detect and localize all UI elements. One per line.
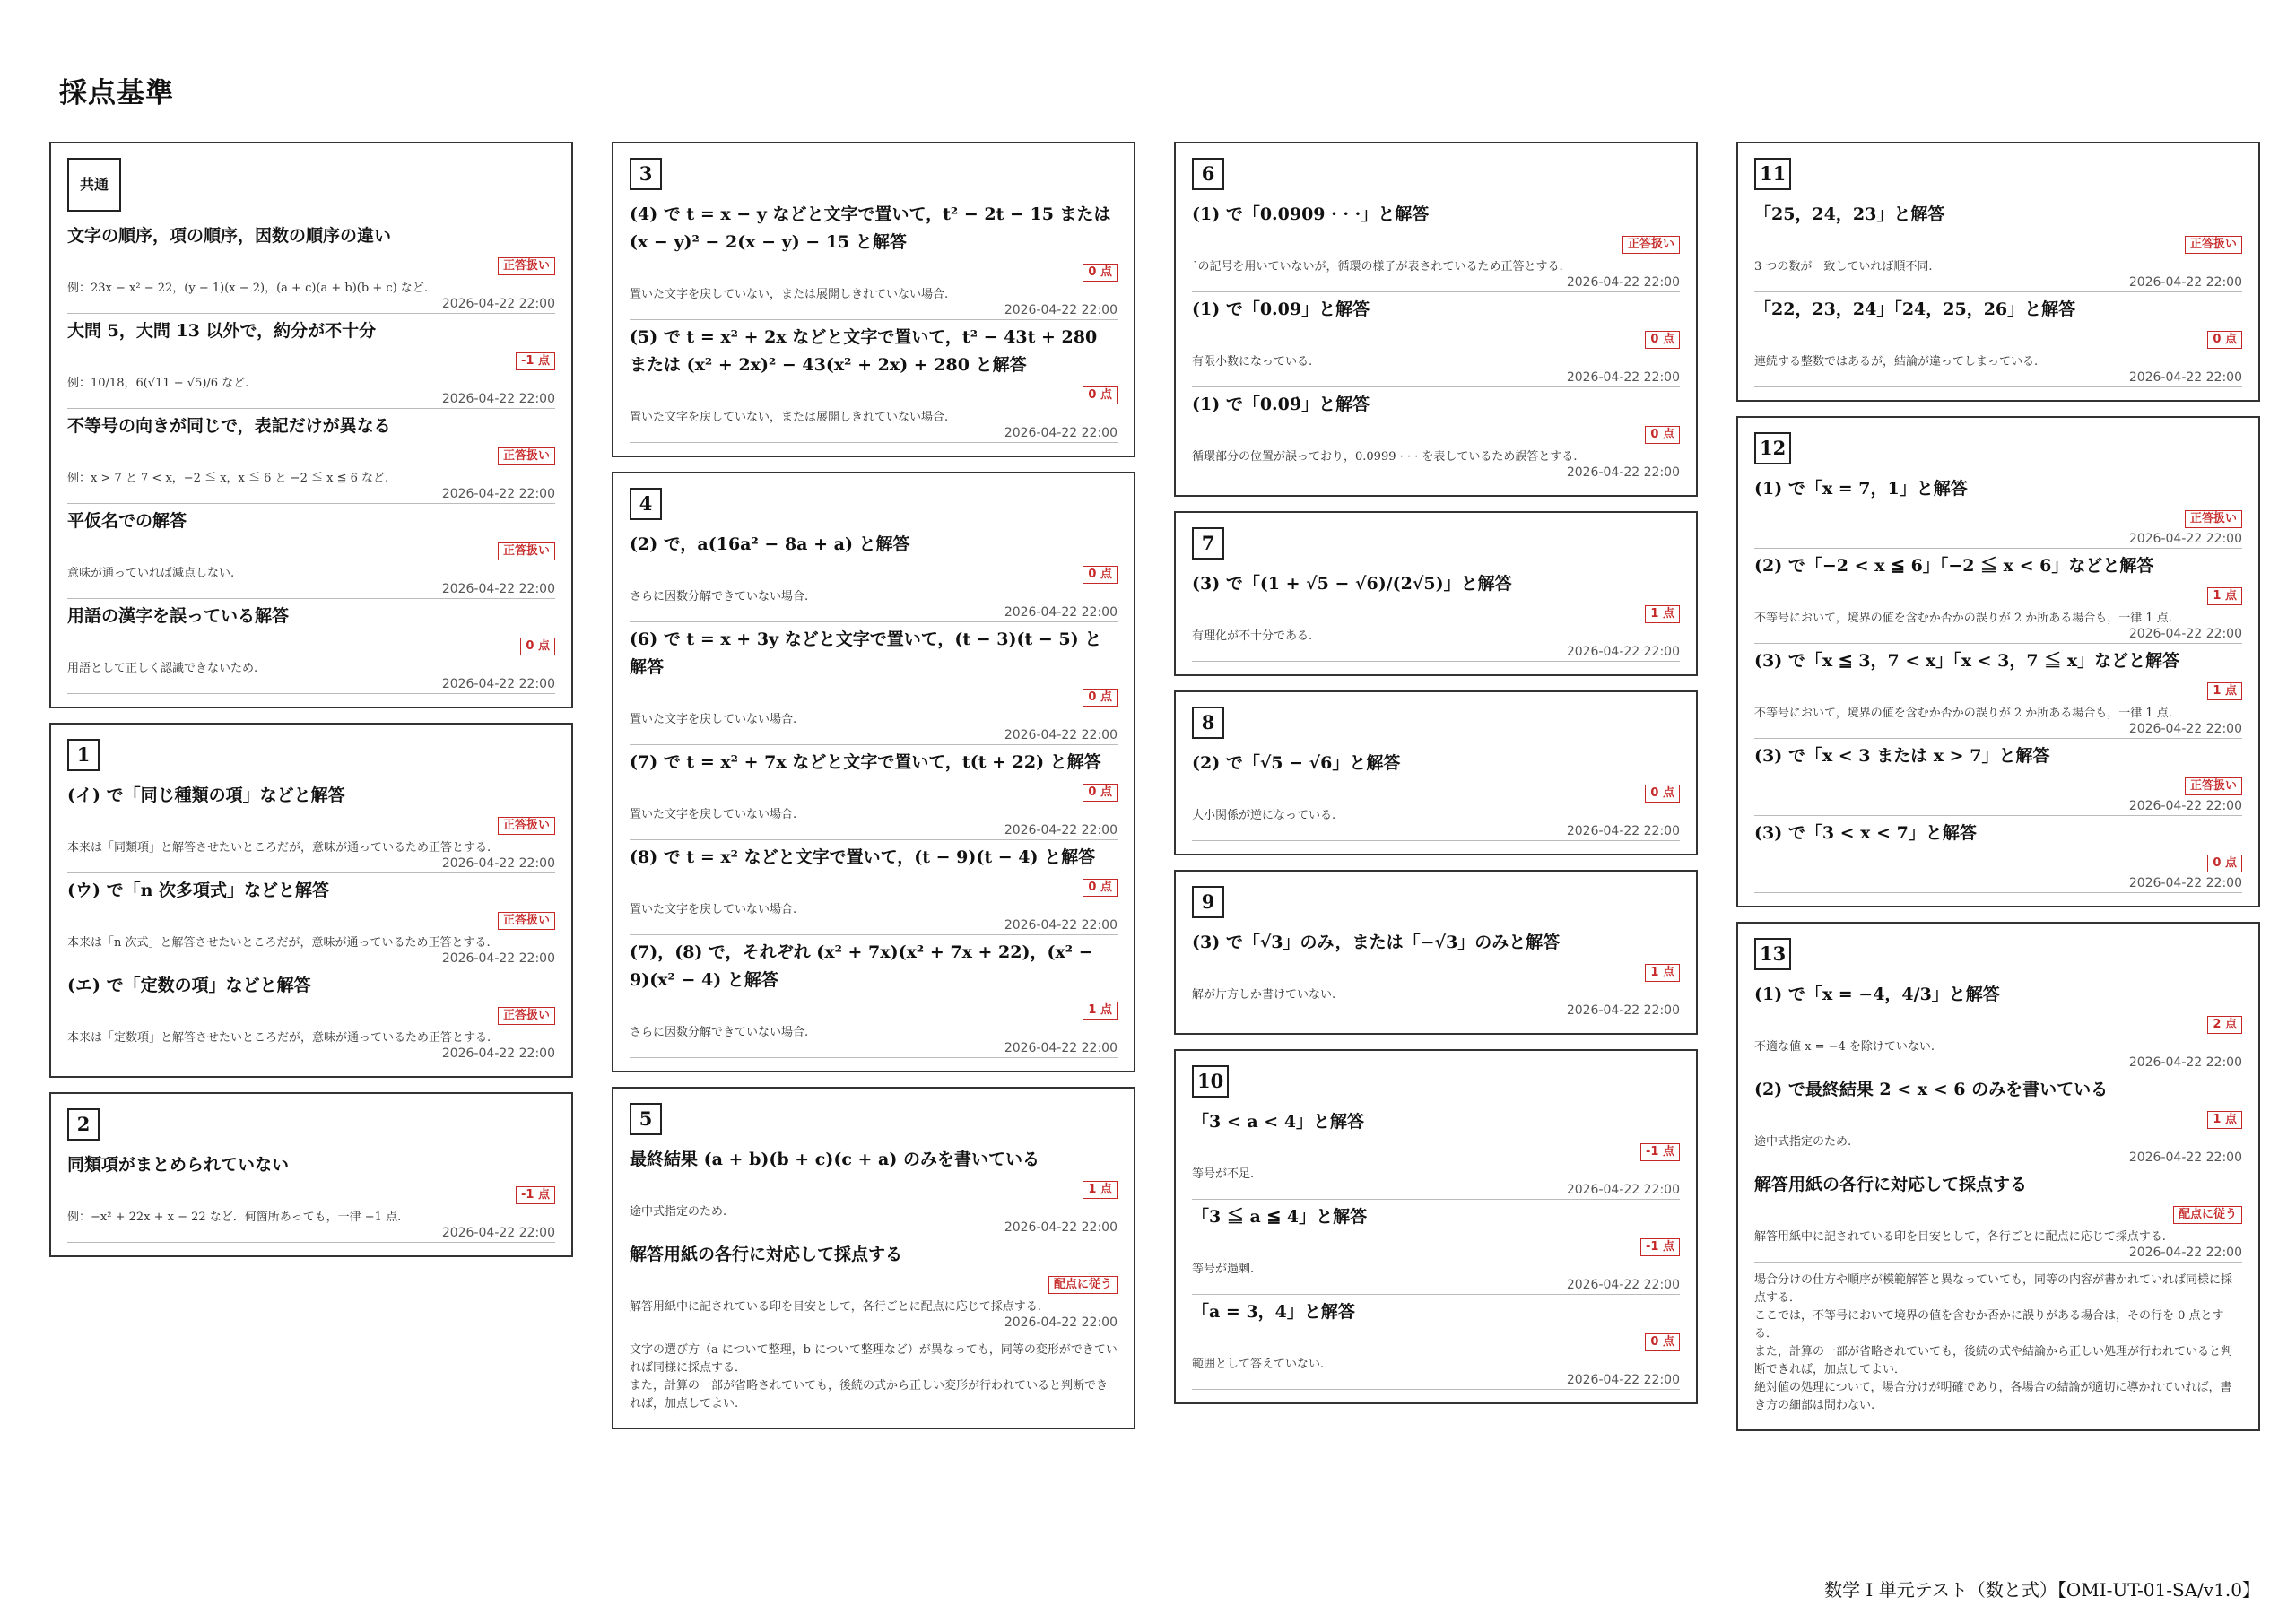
column-2 xyxy=(612,142,1135,1444)
entry-title: (1) で「x = −4，4/3」と解答 xyxy=(1754,985,2000,1004)
entry-note: 不適な値 x = −4 を除けていない. xyxy=(1754,1040,1935,1054)
timestamp: 2026-04-22 22:00 xyxy=(1192,645,1680,662)
score-badge: -1 点 xyxy=(1640,1238,1680,1256)
badge-row xyxy=(1754,1204,2242,1228)
score-badge: 1 点 xyxy=(1645,964,1680,982)
badge-row xyxy=(1192,603,1680,627)
criteria-entry xyxy=(630,1146,1118,1237)
criteria-box xyxy=(612,142,1135,457)
criteria-entry xyxy=(1192,1298,1680,1390)
column-1 xyxy=(49,142,573,1271)
timestamp: 2026-04-22 22:00 xyxy=(1754,1245,2242,1263)
entry-note: 連続する整数ではあるが，結論が違ってしまっている. xyxy=(1754,355,2039,369)
badge-row xyxy=(67,446,555,469)
badge-row xyxy=(630,262,1118,285)
timestamp: 2026-04-22 22:00 xyxy=(1754,1055,2242,1072)
timestamp: 2026-04-22 22:00 xyxy=(1192,1003,1680,1020)
timestamp: 2026-04-22 22:00 xyxy=(67,1226,555,1243)
criteria-box xyxy=(612,1087,1135,1429)
criteria-box xyxy=(1174,870,1698,1035)
score-badge: 正答扱い xyxy=(2185,236,2242,254)
badge-row xyxy=(1754,681,2242,704)
criteria-entry xyxy=(1754,201,2242,292)
criteria-box xyxy=(49,723,573,1078)
badge-row xyxy=(1192,424,1680,447)
entry-title: (3) で「√3」のみ，または「−√3」のみと解答 xyxy=(1192,933,1561,952)
timestamp: 2026-04-22 22:00 xyxy=(67,297,555,314)
criteria-entry xyxy=(1192,570,1680,662)
badge-row xyxy=(1754,853,2242,876)
entry-note: 解が片方しか書けていない. xyxy=(1192,988,1336,1002)
entry-title: 最終結果 (a + b)(b + c)(c + a) のみを書いている xyxy=(630,1150,1039,1169)
timestamp: 2026-04-22 22:00 xyxy=(1754,275,2242,292)
criteria-entry xyxy=(630,201,1118,320)
criteria-entry xyxy=(67,972,555,1063)
entry-note: 解答用紙中に記されている印を目安として，各行ごとに配点に応じて採点する. xyxy=(1754,1230,2166,1244)
timestamp: 2026-04-22 22:00 xyxy=(630,426,1118,443)
entry-title: (2) で最終結果 2 < x < 6 のみを書いている xyxy=(1754,1080,2109,1099)
score-badge: 2 点 xyxy=(2207,1016,2242,1034)
score-badge: 0 点 xyxy=(1645,1333,1680,1351)
criteria-entry xyxy=(1754,820,2242,893)
timestamp: 2026-04-22 22:00 xyxy=(630,1220,1118,1237)
entry-note: 等号が過剰. xyxy=(1192,1263,1255,1276)
badge-row xyxy=(67,910,555,933)
criteria-box xyxy=(49,1092,573,1257)
entry-title: (1) で「x = 7，1」と解答 xyxy=(1754,479,1968,499)
score-badge: 0 点 xyxy=(1083,689,1118,707)
timestamp: 2026-04-22 22:00 xyxy=(630,1041,1118,1058)
score-badge: -1 点 xyxy=(516,352,555,370)
page-title: 採点基準 xyxy=(59,77,174,109)
timestamp: 2026-04-22 22:00 xyxy=(630,303,1118,320)
criteria-box xyxy=(1174,690,1698,855)
criteria-box xyxy=(612,472,1135,1072)
entry-title: (2) で，a(16a² − 8a + a) と解答 xyxy=(630,534,910,554)
score-badge: 0 点 xyxy=(1083,386,1118,404)
criteria-entry xyxy=(67,412,555,504)
timestamp: 2026-04-22 22:00 xyxy=(630,823,1118,840)
badge-row xyxy=(1192,962,1680,985)
entry-note: 置いた文字を戻していない場合. xyxy=(630,903,797,916)
badge-row xyxy=(67,256,555,279)
score-badge: 正答扱い xyxy=(498,257,555,275)
badge-row xyxy=(630,1179,1118,1202)
problem-number: 6 xyxy=(1192,158,1224,190)
entry-note: 循環部分の位置が誤っており，0.0999 · · · を表しているため誤答とする. xyxy=(1192,450,1578,464)
score-badge: 1 点 xyxy=(1645,605,1680,623)
timestamp: 2026-04-22 22:00 xyxy=(1754,370,2242,387)
criteria-entry xyxy=(1754,1076,2242,1167)
timestamp: 2026-04-22 22:00 xyxy=(67,856,555,873)
entry-note: 不等号において，境界の値を含むか否かの誤りが 2 か所ある場合も，一律 1 点. xyxy=(1754,707,2172,720)
entry-title: (7) で t = x² + 7x などと文字で置いて，t(t + 22) と解答 xyxy=(630,752,1101,772)
problem-number: 2 xyxy=(67,1108,100,1141)
entry-note: 本来は「n 次式」と解答させたいところだが，意味が通っているため正答とする. xyxy=(67,936,491,950)
criteria-box xyxy=(49,142,573,708)
entry-title: (1) で「0.0909 · · ·」と解答 xyxy=(1192,204,1430,224)
entry-title: (3) で「3 < x < 7」と解答 xyxy=(1754,823,1977,843)
entry-title: (ウ) で「n 次多項式」などと解答 xyxy=(67,881,330,900)
problem-number: 1 xyxy=(67,739,100,771)
criteria-entry xyxy=(1192,201,1680,292)
entry-note: 例：10/18，6(√11 − √5)/6 など. xyxy=(67,377,249,390)
criteria-entry xyxy=(630,1241,1118,1332)
score-badge: 0 点 xyxy=(2207,855,2242,872)
entry-note: 等号が不足. xyxy=(1192,1167,1255,1181)
timestamp: 2026-04-22 22:00 xyxy=(1192,275,1680,292)
badge-row xyxy=(67,1005,555,1028)
badge-row xyxy=(1754,329,2242,352)
entry-title: (エ) で「定数の項」などと解答 xyxy=(67,976,311,995)
supplementary-note: 場合分けの仕方や順序が模範解答と異なっていても，同等の内容が書かれていれば同様に採点する． ここでは，不等号において境界の値を含むか否かに誤りがある場合は，その行を 0 点とする． また，計算の一部が省略されていても，後続の式や結論から正しい処理が行われていると判断できれば，加点してよい． 絶対値の処理について，場合分けが明確であり，各場合の結論が適切に導かれていれば，書き方の細部は問わない. xyxy=(1754,1273,2233,1412)
entry-title: 「3 ≦ a ≦ 4」と解答 xyxy=(1192,1207,1368,1227)
entry-note: さらに因数分解できていない場合. xyxy=(630,1026,809,1039)
badge-row xyxy=(1192,1141,1680,1165)
entry-title: 用語の漢字を誤っている解答 xyxy=(67,606,290,626)
entry-title: (1) で「0.09」と解答 xyxy=(1192,299,1370,319)
criteria-entry xyxy=(630,939,1118,1058)
entry-title: 文字の順序，項の順序，因数の順序の違い xyxy=(67,226,392,246)
entry-title: (3) で「(1 + √5 − √6)/(2√5)」と解答 xyxy=(1192,574,1512,594)
entry-title: (2) で「−2 < x ≦ 6」「−2 ≦ x < 6」などと解答 xyxy=(1754,556,2154,576)
problem-number: 共通 xyxy=(67,158,121,212)
entry-title: 「25，24，23」と解答 xyxy=(1754,204,1945,224)
score-badge: 正答扱い xyxy=(498,447,555,465)
criteria-entry xyxy=(1192,750,1680,841)
entry-title: (3) で「x ≦ 3，7 < x」「x < 3，7 ≦ x」などと解答 xyxy=(1754,651,2180,671)
badge-row xyxy=(630,877,1118,900)
badge-row xyxy=(67,541,555,564)
score-badge: 0 点 xyxy=(1083,264,1118,282)
criteria-entry xyxy=(1192,296,1680,387)
column-3 xyxy=(1174,142,1698,1419)
score-badge: 0 点 xyxy=(1083,784,1118,802)
criteria-entry xyxy=(630,324,1118,443)
entry-note: 意味が通っていれば減点しない. xyxy=(67,567,235,580)
entry-note: 本来は「定数項」と解答させたいところだが，意味が通っているため正答とする. xyxy=(67,1031,491,1045)
criteria-entry xyxy=(67,603,555,694)
entry-title: 解答用紙の各行に対応して採点する xyxy=(630,1245,903,1264)
score-badge: 0 点 xyxy=(2207,331,2242,349)
entry-note: 置いた文字を戻していない場合. xyxy=(630,713,797,726)
entry-title: 「a = 3，4」と解答 xyxy=(1192,1302,1355,1322)
score-badge: 正答扱い xyxy=(498,912,555,930)
entry-title: 「3 < a < 4」と解答 xyxy=(1192,1112,1365,1132)
badge-row xyxy=(67,636,555,659)
timestamp: 2026-04-22 22:00 xyxy=(1192,824,1680,841)
criteria-entry xyxy=(630,626,1118,745)
timestamp: 2026-04-22 22:00 xyxy=(630,918,1118,935)
criteria-entry xyxy=(1192,1108,1680,1200)
criteria-entry xyxy=(67,222,555,314)
criteria-box xyxy=(1174,1049,1698,1404)
badge-row xyxy=(1754,776,2242,799)
problem-number: 9 xyxy=(1192,886,1224,918)
criteria-box xyxy=(1174,142,1698,497)
entry-note: 途中式指定のため. xyxy=(630,1205,727,1219)
criteria-entry xyxy=(630,844,1118,935)
problem-number: 8 xyxy=(1192,707,1224,739)
criteria-entry xyxy=(67,1151,555,1243)
entry-title: 同類項がまとめられていない xyxy=(67,1155,290,1175)
badge-row xyxy=(1754,1014,2242,1037)
entry-note: 途中式指定のため. xyxy=(1754,1135,1852,1149)
badge-row xyxy=(630,687,1118,710)
criteria-entry xyxy=(630,749,1118,840)
problem-number: 10 xyxy=(1192,1065,1229,1098)
timestamp: 2026-04-22 22:00 xyxy=(1192,370,1680,387)
timestamp: 2026-04-22 22:00 xyxy=(1192,1278,1680,1295)
score-badge: 正答扱い xyxy=(498,1007,555,1025)
entry-title: (8) で t = x² などと文字で置いて，(t − 9)(t − 4) と解答 xyxy=(630,847,1096,867)
entry-note: 3 つの数が一致していれば順不同. xyxy=(1754,260,1933,273)
entry-title: 解答用紙の各行に対応して採点する xyxy=(1754,1175,2028,1194)
problem-number: 13 xyxy=(1754,938,1791,970)
score-badge: 配点に従う xyxy=(1048,1276,1118,1294)
entry-title: (4) で t = x − y などと文字で置いて，t² − 2t − 15 または (x − y)² − 2(x − y) − 15 と解答 xyxy=(630,204,1111,252)
entry-note: 置いた文字を戻していない，または展開しきれていない場合. xyxy=(630,411,949,424)
criteria-entry xyxy=(67,317,555,409)
entry-title: (1) で「0.09̇」と解答 xyxy=(1192,395,1370,414)
score-badge: -1 点 xyxy=(1640,1143,1680,1161)
badge-row xyxy=(630,1000,1118,1023)
score-badge: 0 点 xyxy=(1645,785,1680,803)
criteria-entry xyxy=(630,531,1118,622)
score-badge: 正答扱い xyxy=(1622,236,1680,254)
timestamp: 2026-04-22 22:00 xyxy=(1192,1373,1680,1390)
timestamp: 2026-04-22 22:00 xyxy=(1754,876,2242,893)
criteria-box xyxy=(1736,142,2260,402)
entry-note: 大小関係が逆になっている. xyxy=(1192,809,1336,822)
entry-note: 用語として正しく認識できないため. xyxy=(67,662,258,675)
entry-title: (3) で「x < 3 または x > 7」と解答 xyxy=(1754,746,2050,766)
score-badge: -1 点 xyxy=(516,1186,555,1204)
footer: 数学 I 単元テスト（数と式）【OMI-UT-01-SA/v1.0】 xyxy=(1824,1579,2260,1601)
timestamp: 2026-04-22 22:00 xyxy=(1192,1183,1680,1200)
timestamp: 2026-04-22 22:00 xyxy=(67,677,555,694)
timestamp: 2026-04-22 22:00 xyxy=(67,392,555,409)
timestamp: 2026-04-22 22:00 xyxy=(1754,722,2242,739)
criteria-entry xyxy=(1754,742,2242,816)
criteria-entry xyxy=(1192,391,1680,482)
badge-row xyxy=(1192,234,1680,257)
timestamp: 2026-04-22 22:00 xyxy=(1754,532,2242,549)
badge-row xyxy=(630,564,1118,587)
score-badge: 1 点 xyxy=(1083,1181,1118,1199)
criteria-entry xyxy=(1754,475,2242,549)
badge-row xyxy=(1192,783,1680,806)
timestamp: 2026-04-22 22:00 xyxy=(630,605,1118,622)
score-badge: 正答扱い xyxy=(2185,510,2242,528)
problem-number: 5 xyxy=(630,1103,662,1135)
entry-note: 置いた文字を戻していない場合. xyxy=(630,808,797,821)
timestamp: 2026-04-22 22:00 xyxy=(1192,465,1680,482)
entry-title: 不等号の向きが同じで，表記だけが異なる xyxy=(67,416,391,436)
entry-title: (6) で t = x + 3y などと文字で置いて，(t − 3)(t − 5) と解答 xyxy=(630,629,1102,677)
badge-row xyxy=(1754,1109,2242,1133)
criteria-entry xyxy=(1754,296,2242,387)
entry-title: 大問 5，大問 13 以外で，約分が不十分 xyxy=(67,321,377,341)
criteria-entry xyxy=(1192,1203,1680,1295)
entry-note: 有限小数になっている. xyxy=(1192,355,1313,369)
entry-note: ˙の記号を用いていないが，循環の様子が表されているため正答とする. xyxy=(1192,260,1563,273)
entry-note: 本来は「同類項」と解答させたいところだが，意味が通っているため正答とする. xyxy=(67,841,491,855)
timestamp: 2026-04-22 22:00 xyxy=(630,1315,1118,1332)
timestamp: 2026-04-22 22:00 xyxy=(1754,1150,2242,1167)
badge-row xyxy=(1754,586,2242,609)
criteria-entry xyxy=(1754,981,2242,1072)
entry-note: 有理化が不十分である. xyxy=(1192,629,1313,643)
criteria-entry xyxy=(1754,1171,2242,1263)
problem-number: 4 xyxy=(630,488,662,520)
timestamp: 2026-04-22 22:00 xyxy=(67,951,555,968)
badge-row xyxy=(67,351,555,374)
timestamp: 2026-04-22 22:00 xyxy=(67,1046,555,1063)
entry-note: 不等号において，境界の値を含むか否かの誤りが 2 か所ある場合も，一律 1 点. xyxy=(1754,612,2172,625)
score-badge: 0 点 xyxy=(1645,331,1680,349)
score-badge: 0 点 xyxy=(1083,566,1118,584)
badge-row xyxy=(67,815,555,838)
entry-title: (5) で t = x² + 2x などと文字で置いて，t² − 43t + 280 または (x² + 2x)² − 43(x² + 2x) + 280 と解答 xyxy=(630,327,1098,375)
entry-note: 例：x > 7 と 7 < x，−2 ≦ x，x ≦ 6 と −2 ≦ x ≦ 6 など. xyxy=(67,472,389,485)
timestamp: 2026-04-22 22:00 xyxy=(1754,799,2242,816)
timestamp: 2026-04-22 22:00 xyxy=(1754,627,2242,644)
badge-row xyxy=(630,1274,1118,1298)
problem-number: 7 xyxy=(1192,527,1224,560)
score-badge: 0 点 xyxy=(1645,426,1680,444)
timestamp: 2026-04-22 22:00 xyxy=(67,582,555,599)
entry-title: (2) で「√5 − √6」と解答 xyxy=(1192,753,1401,773)
criteria-entry xyxy=(67,508,555,599)
badge-row xyxy=(630,385,1118,408)
badge-row xyxy=(67,1185,555,1208)
entry-note: 範囲として答えていない. xyxy=(1192,1358,1325,1371)
entry-title: 「22，23，24」「24，25，26」と解答 xyxy=(1754,299,2076,319)
entry-note: さらに因数分解できていない場合. xyxy=(630,590,809,603)
criteria-box xyxy=(1736,416,2260,907)
entry-title: (7)，(8) で，それぞれ (x² + 7x)(x² + 7x + 22)，(x² − 9)(x² − 4) と解答 xyxy=(630,942,1093,990)
problem-number: 3 xyxy=(630,158,662,190)
entry-note: 置いた文字を戻していない，または展開しきれていない場合. xyxy=(630,288,949,301)
timestamp: 2026-04-22 22:00 xyxy=(67,487,555,504)
score-badge: 正答扱い xyxy=(498,542,555,560)
criteria-entry xyxy=(67,877,555,968)
column-4 xyxy=(1736,142,2260,1445)
criteria-box xyxy=(1174,511,1698,676)
score-badge: 0 点 xyxy=(520,638,555,655)
entry-title: 平仮名での解答 xyxy=(67,511,187,531)
badge-row xyxy=(1754,234,2242,257)
score-badge: 正答扱い xyxy=(2185,777,2242,795)
problem-number: 12 xyxy=(1754,432,1791,464)
timestamp: 2026-04-22 22:00 xyxy=(630,728,1118,745)
score-badge: 1 点 xyxy=(2207,682,2242,700)
supplementary-note: 文字の選び方（a について整理，b について整理など）が異なっても，同等の変形ができていれば同様に採点する． また，計算の一部が省略されていても，後続の式から正しい変形が行われていると判断できれば，加点してよい. xyxy=(630,1343,1118,1410)
score-badge: 0 点 xyxy=(1083,879,1118,897)
entry-note: 例：−x² + 22x + x − 22 など．何箇所あっても，一律 −1 点. xyxy=(67,1211,402,1224)
badge-row xyxy=(1192,1332,1680,1355)
criteria-entry xyxy=(1754,552,2242,644)
badge-row xyxy=(1192,329,1680,352)
score-badge: 正答扱い xyxy=(498,817,555,835)
criteria-entry xyxy=(1192,929,1680,1020)
entry-note: 解答用紙中に記されている印を目安として，各行ごとに配点に応じて採点する. xyxy=(630,1300,1041,1314)
badge-row xyxy=(1754,508,2242,532)
score-badge: 1 点 xyxy=(2207,1111,2242,1129)
problem-number: 11 xyxy=(1754,158,1791,190)
score-badge: 1 点 xyxy=(2207,587,2242,605)
badge-row xyxy=(630,782,1118,805)
badge-row xyxy=(1192,1237,1680,1260)
criteria-entry xyxy=(67,782,555,873)
criteria-entry xyxy=(1754,647,2242,739)
score-badge: 配点に従う xyxy=(2173,1206,2242,1224)
criteria-box xyxy=(1736,922,2260,1431)
entry-title: (イ) で「同じ種類の項」などと解答 xyxy=(67,785,345,805)
score-badge: 1 点 xyxy=(1083,1002,1118,1020)
entry-note: 例：23x − x² − 22，(y − 1)(x − 2)，(a + c)(a + b)(b + c) など. xyxy=(67,282,428,295)
